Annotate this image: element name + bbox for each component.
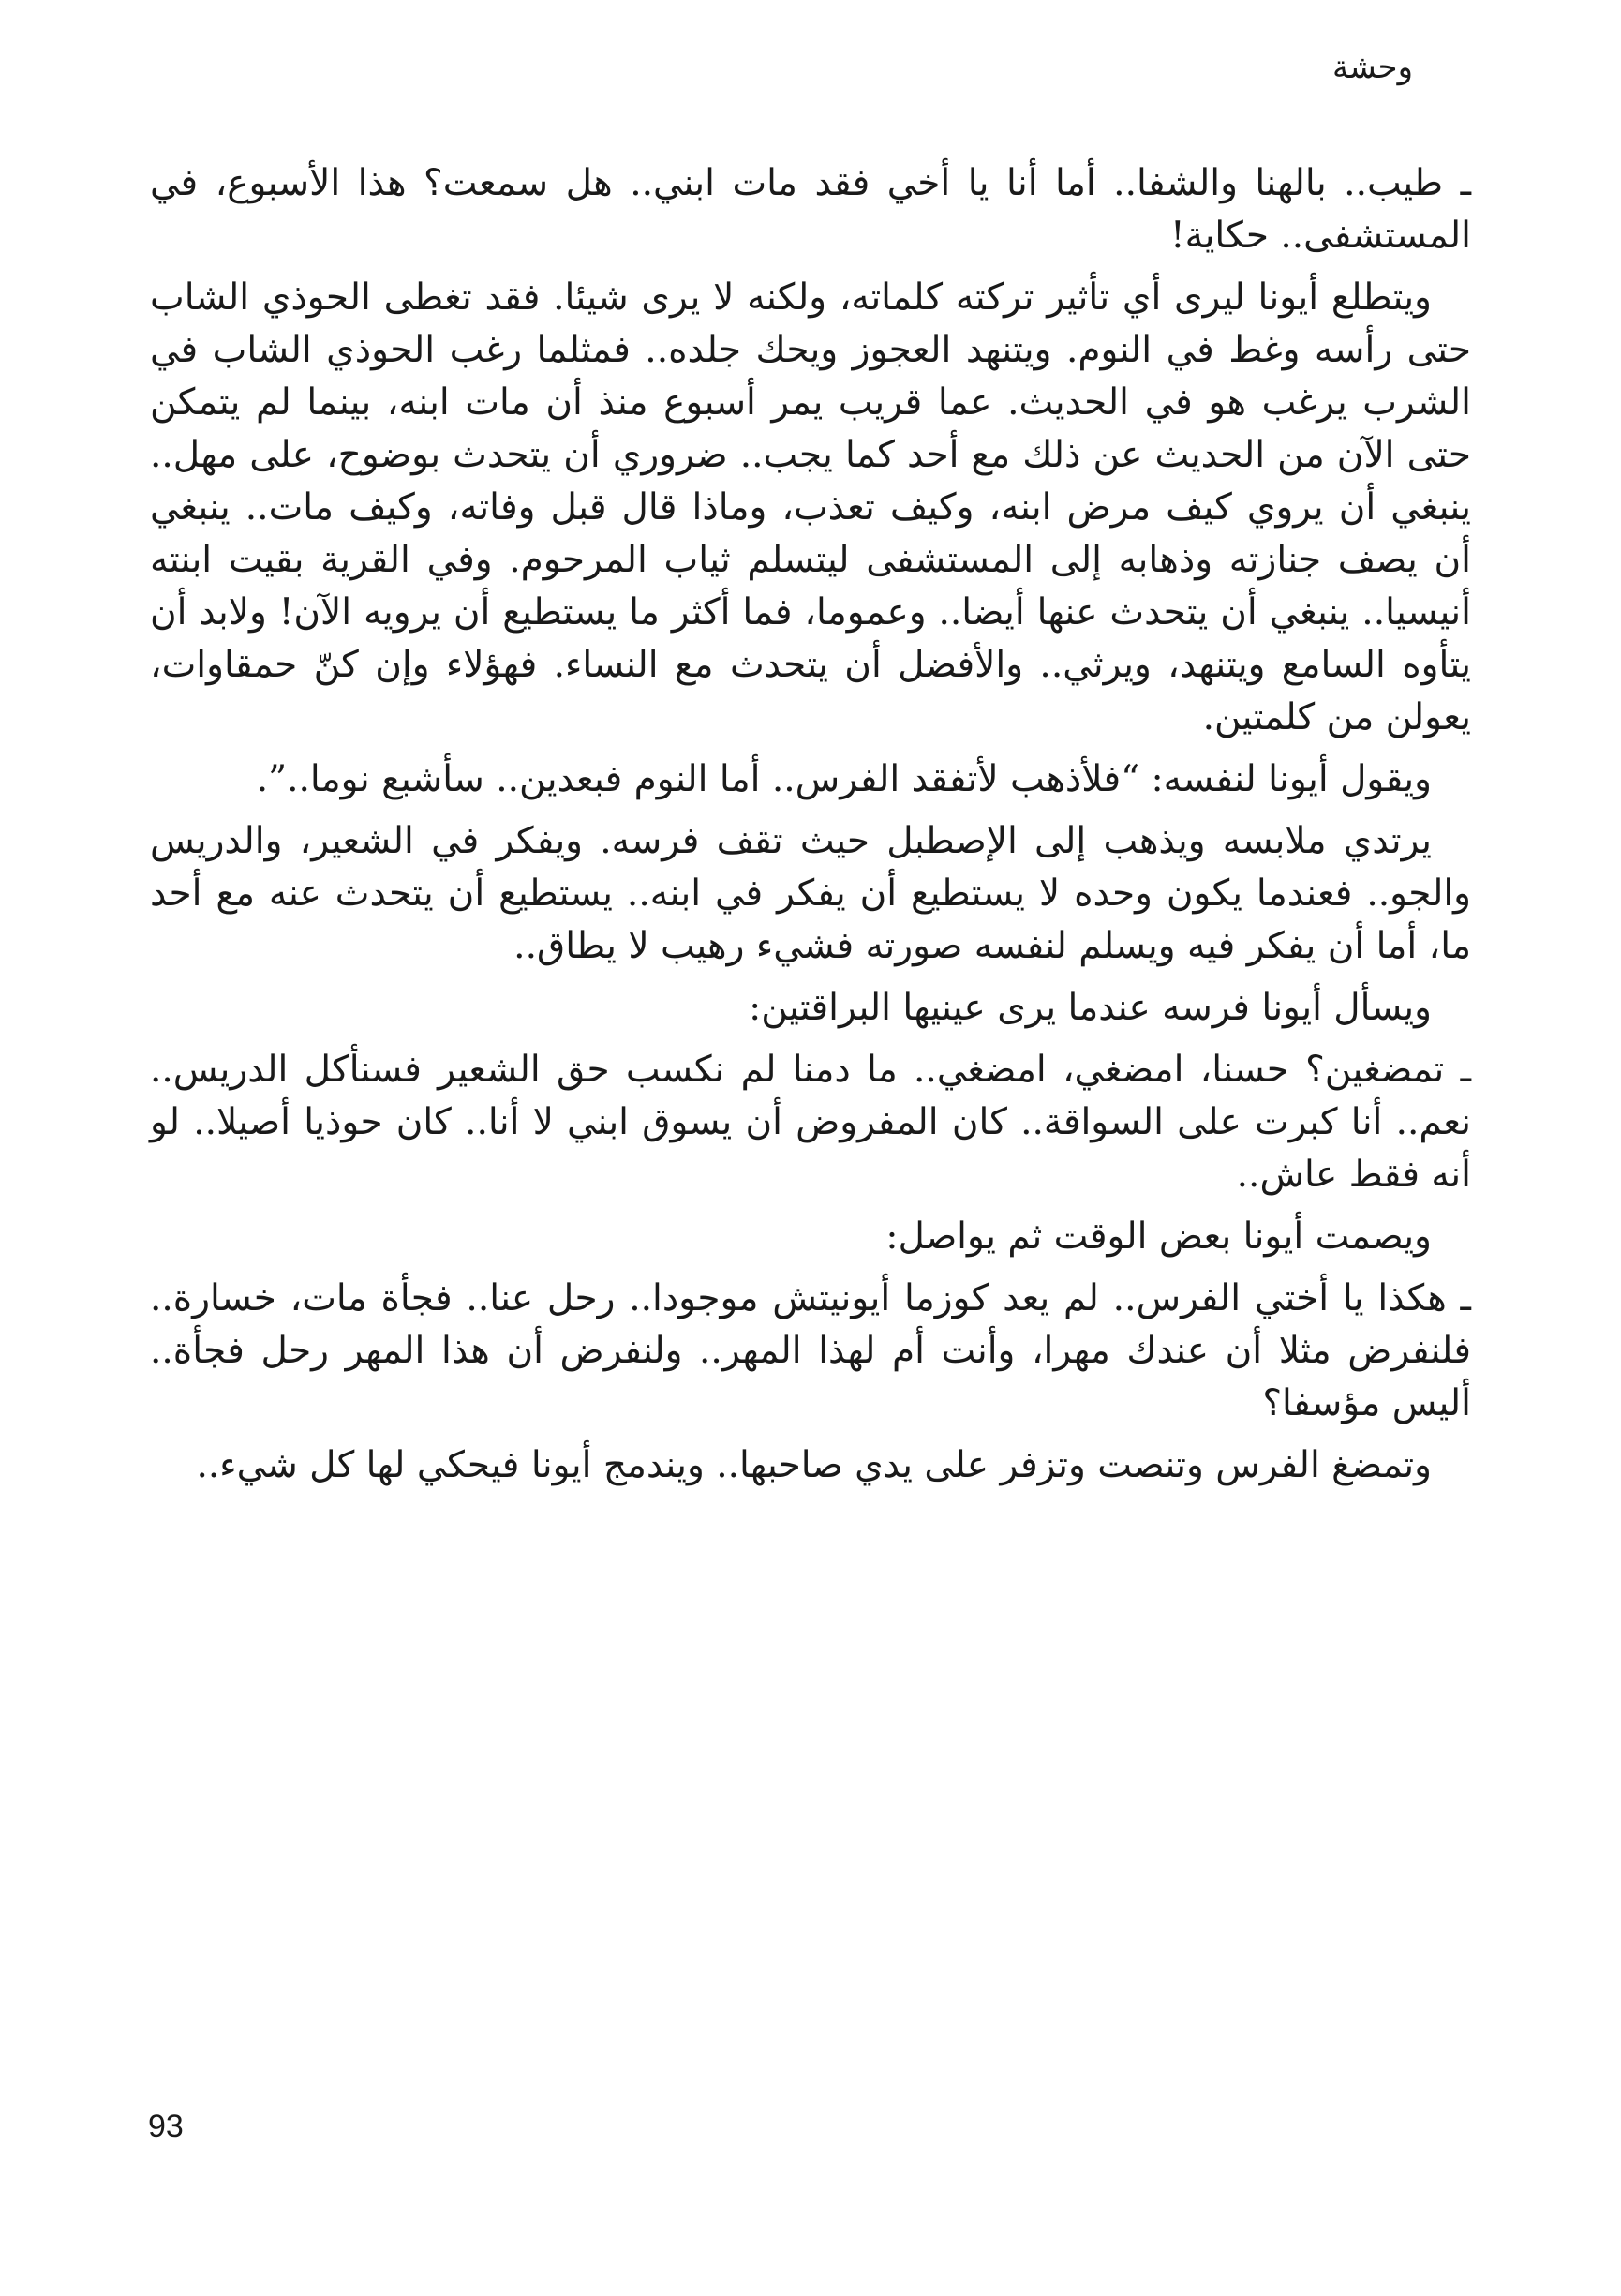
- paragraph-2: ويتطلع أيونا ليرى أي تأثير تركته كلماته، ولكنه لا يرى شيئا. فقد تغطى الحوذي الشاب حتى رأسه وغط في النوم. ويتنهد العجوز ويحك جلده.. فمثلما رغب الحوذي الشاب في الشرب يرغب هو في الحديث. عما قريب يمر أسبوع منذ أن مات ابنه، بينما لم يتمكن حتى الآن من الحديث عن ذلك مع أحد كما يجب.. ضروري أن يتحدث بوضوح، على مهل.. ينبغي أن يروي كيف مرض ابنه، وكيف تعذب، وماذا قال قبل وفاته، وكيف مات.. ينبغي أن يصف جنازته وذهابه إلى المستشفى ليتسلم ثياب المرحوم. وفي القرية بقيت ابنته أنيسيا.. ينبغي أن يتحدث عنها أيضا.. وعموما، فما أكثر ما يستطيع أن يرويه الآن! ولابد أن يتأوه السامع ويتنهد، ويرثي.. والأفضل أن يتحدث مع النساء. فهؤلاء وإن كنّ حمقاوات، يعولن من كلمتين.: [150, 276, 1471, 738]
- paragraph-6: ـ تمضغين؟ حسنا، امضغي، امضغي.. ما دمنا لم نكسب حق الشعير فسنأكل الدريس.. نعم.. أنا كبرت على السواقة.. كان المفروض أن يسوق ابني لا أنا.. كان حوذيا أصيلا.. لو أنه فقط عاش..: [150, 1049, 1471, 1196]
- paragraph-5: ويسأل أيونا فرسه عندما يرى عينيها البراقتين:: [749, 987, 1432, 1029]
- paragraph-4: يرتدي ملابسه ويذهب إلى الإصطبل حيث تقف فرسه. ويفكر في الشعير، والدريس والجو.. فعندما يكون وحده لا يستطيع أن يفكر في ابنه.. يستطيع أن يتحدث عنه مع أحد ما، أما أن يفكر فيه ويسلم لنفسه صورته فشيء رهيب لا يطاق..: [150, 820, 1471, 967]
- page-number: 93: [148, 2109, 184, 2144]
- paragraph-1: ـ طيب.. بالهنا والشفا.. أما أنا يا أخي فقد مات ابني.. هل سمعت؟ هذا الأسبوع، في المستشفى.. حكاية!: [150, 162, 1471, 257]
- paragraph-8: ـ هكذا يا أختي الفرس.. لم يعد كوزما أيونيتش موجودا.. رحل عنا.. فجأة مات، خسارة.. فلنفرض مثلا أن عندك مهرا، وأنت أم لهذا المهر.. ولنفرض أن هذا المهر رحل فجأة.. أليس مؤسفا؟: [150, 1277, 1471, 1424]
- body-text: [150, 157, 1471, 1501]
- running-header-title: وحشة: [1332, 49, 1413, 86]
- paragraph-3: ويقول أيونا لنفسه: “فلأذهب لأتفقد الفرس.. أما النوم فبعدين.. سأشبع نوما..”.: [256, 758, 1432, 800]
- paragraph-9: وتمضغ الفرس وتنصت وتزفر على يدي صاحبها.. ويندمج أيونا فيحكي لها كل شيء..: [196, 1444, 1432, 1486]
- paragraph-7: ويصمت أيونا بعض الوقت ثم يواصل:: [885, 1215, 1432, 1258]
